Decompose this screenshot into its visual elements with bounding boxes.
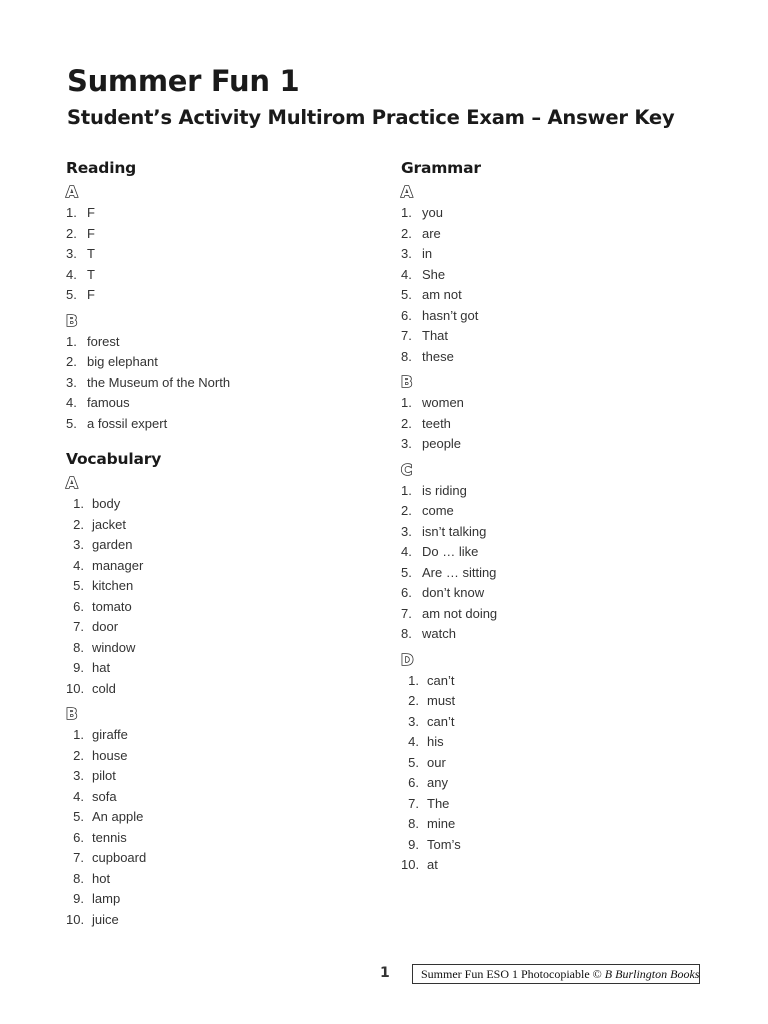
answer-text: am not	[422, 287, 462, 302]
answer-text: T	[87, 246, 95, 261]
answer-number: 2.	[408, 693, 419, 708]
answer-text: in	[422, 246, 433, 261]
section-letter-b: B	[66, 311, 78, 330]
answer-number: 8.	[73, 639, 84, 655]
answer-item	[66, 203, 386, 224]
answer-number: 5.	[66, 415, 77, 431]
answer-text: pilot	[92, 768, 116, 783]
answer-item	[66, 515, 386, 536]
answer-number: 4.	[66, 395, 77, 410]
footer-text: Summer Fun ESO 1 Photocopiable ©	[421, 967, 602, 981]
answer-text: window	[92, 639, 136, 655]
answer-number: 10.	[66, 680, 85, 696]
answer-list	[401, 393, 721, 455]
answer-text: at	[427, 857, 438, 872]
section-letter-d: D	[401, 650, 414, 669]
answer-number: 6.	[408, 775, 419, 790]
answer-list	[66, 725, 386, 930]
answer-text: hasn’t got	[422, 307, 479, 323]
right-column	[401, 157, 721, 876]
answer-item	[401, 224, 721, 245]
answer-item	[66, 244, 386, 265]
answer-text: is riding	[422, 482, 467, 498]
answer-list	[401, 203, 721, 367]
answer-number: 5.	[66, 287, 77, 302]
answer-item	[401, 583, 721, 604]
answer-number: 3.	[73, 768, 84, 783]
answer-item	[66, 638, 386, 659]
section-letter-c: C	[401, 460, 413, 479]
answer-number: 7.	[401, 328, 412, 343]
answer-text: Do … like	[422, 544, 479, 559]
answer-number: 5.	[408, 754, 419, 770]
answer-text: tomato	[92, 598, 132, 614]
answer-item	[401, 835, 721, 856]
answer-item	[401, 624, 721, 645]
answer-number: 5.	[401, 287, 412, 302]
answer-text: must	[427, 693, 456, 708]
answer-text: can’t	[427, 672, 455, 688]
answer-text: watch	[422, 626, 456, 641]
answer-text: can’t	[427, 713, 455, 729]
answer-item	[66, 494, 386, 515]
answer-number: 2.	[66, 225, 77, 241]
answer-text: tennis	[92, 829, 127, 845]
answer-text: Are … sitting	[422, 564, 497, 580]
answer-text: F	[87, 225, 95, 241]
answer-item	[401, 244, 721, 265]
answer-number: 4.	[408, 734, 419, 749]
answer-number: 3.	[401, 246, 412, 261]
publisher-logo: B Burlington Books	[604, 967, 700, 981]
answer-item	[66, 658, 386, 679]
answer-text: That	[422, 328, 449, 343]
answer-text: a fossil expert	[87, 415, 168, 431]
answer-number: 6.	[73, 598, 84, 614]
answer-number: 5.	[401, 564, 412, 580]
answer-item	[66, 787, 386, 808]
answer-number: 3.	[401, 436, 412, 451]
answer-item	[401, 347, 721, 368]
answer-text: body	[92, 496, 121, 511]
answer-text: kitchen	[92, 578, 134, 593]
answer-item	[401, 306, 721, 327]
answer-number: 8.	[401, 348, 412, 364]
document-subtitle: Student’s Activity Multirom Practice Exam – Answer Key	[67, 106, 675, 129]
answer-number: 2.	[401, 225, 412, 241]
answer-item	[66, 617, 386, 638]
answer-text: forest	[87, 333, 120, 349]
answer-item	[66, 285, 386, 306]
answer-number: 2.	[401, 503, 412, 518]
answer-item	[66, 828, 386, 849]
answer-item	[401, 773, 721, 794]
answer-number: 3.	[66, 374, 77, 390]
answer-number: 5.	[73, 809, 84, 824]
answer-text: giraffe	[92, 727, 128, 742]
answer-item	[401, 434, 721, 455]
answer-text: hot	[92, 870, 111, 886]
answer-item	[401, 326, 721, 347]
answer-text: don’t know	[422, 585, 485, 600]
answer-number: 1.	[66, 333, 77, 349]
answer-list	[401, 671, 721, 876]
answer-item	[401, 712, 721, 733]
answer-number: 1.	[401, 205, 412, 220]
answer-item	[66, 224, 386, 245]
answer-text: cupboard	[92, 850, 147, 865]
answer-number: 2.	[66, 354, 77, 369]
answer-text: jacket	[92, 516, 126, 532]
answer-item	[401, 855, 721, 876]
answer-item	[66, 766, 386, 787]
answer-number: 6.	[73, 829, 84, 845]
answer-item	[66, 597, 386, 618]
grammar-heading: Grammar	[401, 159, 481, 177]
answer-number: 1.	[401, 482, 412, 498]
answer-number: 8.	[73, 870, 84, 886]
document-title: Summer Fun 1	[67, 64, 300, 98]
footer-copyright	[412, 964, 700, 984]
answer-text: our	[427, 754, 446, 770]
answer-list	[66, 332, 386, 435]
answer-number: 3.	[73, 537, 84, 552]
answer-number: 1.	[66, 205, 77, 220]
answer-item	[401, 604, 721, 625]
answer-text: women	[422, 395, 464, 410]
section-letter-b: B	[401, 373, 413, 391]
answer-text: juice	[92, 911, 119, 927]
answer-item	[66, 265, 386, 286]
answer-number: 6.	[401, 585, 412, 600]
answer-list	[66, 203, 386, 306]
answer-item	[66, 869, 386, 890]
answer-item	[401, 285, 721, 306]
answer-number: 10.	[66, 911, 85, 927]
answer-item	[401, 501, 721, 522]
answer-text: am not doing	[422, 605, 498, 621]
answer-number: 3.	[66, 246, 77, 261]
answer-text: cold	[92, 680, 116, 696]
answer-text: The	[427, 795, 450, 811]
answer-number: 7.	[73, 619, 84, 634]
answer-number: 1.	[401, 395, 412, 410]
answer-item	[401, 794, 721, 815]
answer-number: 8.	[408, 816, 419, 831]
answer-number: 9.	[73, 660, 84, 675]
section-letter-a: A	[66, 183, 78, 201]
left-column	[66, 157, 386, 930]
answer-number: 1.	[73, 496, 84, 511]
answer-text: famous	[87, 395, 130, 410]
answer-text: any	[427, 775, 448, 790]
answer-text: house	[92, 747, 128, 763]
answer-number: 7.	[401, 605, 412, 621]
answer-number: 3.	[408, 713, 419, 729]
section-letter-a: A	[66, 474, 78, 492]
answer-text: mine	[427, 816, 456, 831]
answer-list	[401, 481, 721, 645]
answer-item	[66, 746, 386, 767]
answer-item	[401, 814, 721, 835]
answer-number: 10.	[401, 857, 420, 872]
answer-item	[66, 889, 386, 910]
answer-number: 9.	[73, 891, 84, 906]
answer-number: 4.	[66, 266, 77, 282]
answer-number: 2.	[73, 747, 84, 763]
answer-item	[66, 352, 386, 373]
answer-number: 5.	[73, 578, 84, 593]
answer-text: the Museum of the North	[87, 374, 231, 390]
answer-text: garden	[92, 537, 133, 552]
answer-item	[401, 542, 721, 563]
answer-item	[66, 910, 386, 931]
answer-text: sofa	[92, 788, 117, 804]
answer-number: 6.	[401, 307, 412, 323]
answer-number: 8.	[401, 626, 412, 641]
answer-text: lamp	[92, 891, 121, 906]
answer-item	[66, 725, 386, 746]
section-letter-b: B	[66, 705, 78, 723]
answer-number: 1.	[73, 727, 84, 742]
answer-item	[401, 203, 721, 224]
answer-item	[66, 576, 386, 597]
answer-text: manager	[92, 557, 144, 573]
vocabulary-heading: Vocabulary	[66, 450, 162, 468]
answer-item	[401, 691, 721, 712]
answer-text: F	[87, 287, 95, 302]
page-number: 1	[380, 965, 390, 981]
answer-text: An apple	[92, 809, 144, 824]
answer-number: 2.	[401, 415, 412, 431]
answer-text: T	[87, 266, 95, 282]
answer-text: isn’t talking	[422, 523, 487, 539]
answer-item	[401, 753, 721, 774]
answer-text: She	[422, 266, 446, 282]
answer-item	[401, 265, 721, 286]
answer-list	[66, 494, 386, 699]
answer-item	[66, 807, 386, 828]
answer-item	[66, 373, 386, 394]
answer-text: people	[422, 436, 462, 451]
answer-item	[66, 556, 386, 577]
answer-text: you	[422, 205, 443, 220]
answer-text: teeth	[422, 415, 451, 431]
section-letter-a: A	[401, 183, 413, 201]
answer-item	[401, 522, 721, 543]
answer-number: 9.	[408, 836, 419, 852]
answer-item	[401, 481, 721, 502]
answer-item	[66, 535, 386, 556]
answer-item	[401, 671, 721, 692]
answer-number: 4.	[73, 788, 84, 804]
answer-text: hat	[92, 660, 111, 675]
answer-item	[66, 393, 386, 414]
answer-number: 7.	[73, 850, 84, 865]
answer-item	[66, 679, 386, 700]
answer-text: big elephant	[87, 354, 158, 369]
answer-number: 4.	[401, 266, 412, 282]
answer-number: 3.	[401, 523, 412, 539]
answer-text: come	[422, 503, 454, 518]
answer-text: are	[422, 225, 441, 241]
answer-text: Tom’s	[427, 836, 461, 852]
reading-heading: Reading	[66, 159, 137, 177]
answer-text: door	[92, 619, 119, 634]
answer-item	[66, 848, 386, 869]
answer-number: 2.	[73, 516, 84, 532]
answer-number: 7.	[408, 795, 419, 811]
answer-item	[401, 732, 721, 753]
answer-text: F	[87, 205, 95, 220]
answer-item	[401, 393, 721, 414]
answer-number: 4.	[73, 557, 84, 573]
answer-item	[66, 332, 386, 353]
answer-item	[401, 414, 721, 435]
answer-text: these	[422, 348, 454, 364]
answer-text: his	[427, 734, 444, 749]
answer-number: 4.	[401, 544, 412, 559]
answer-item	[66, 414, 386, 435]
answer-item	[401, 563, 721, 584]
answer-number: 1.	[408, 672, 419, 688]
